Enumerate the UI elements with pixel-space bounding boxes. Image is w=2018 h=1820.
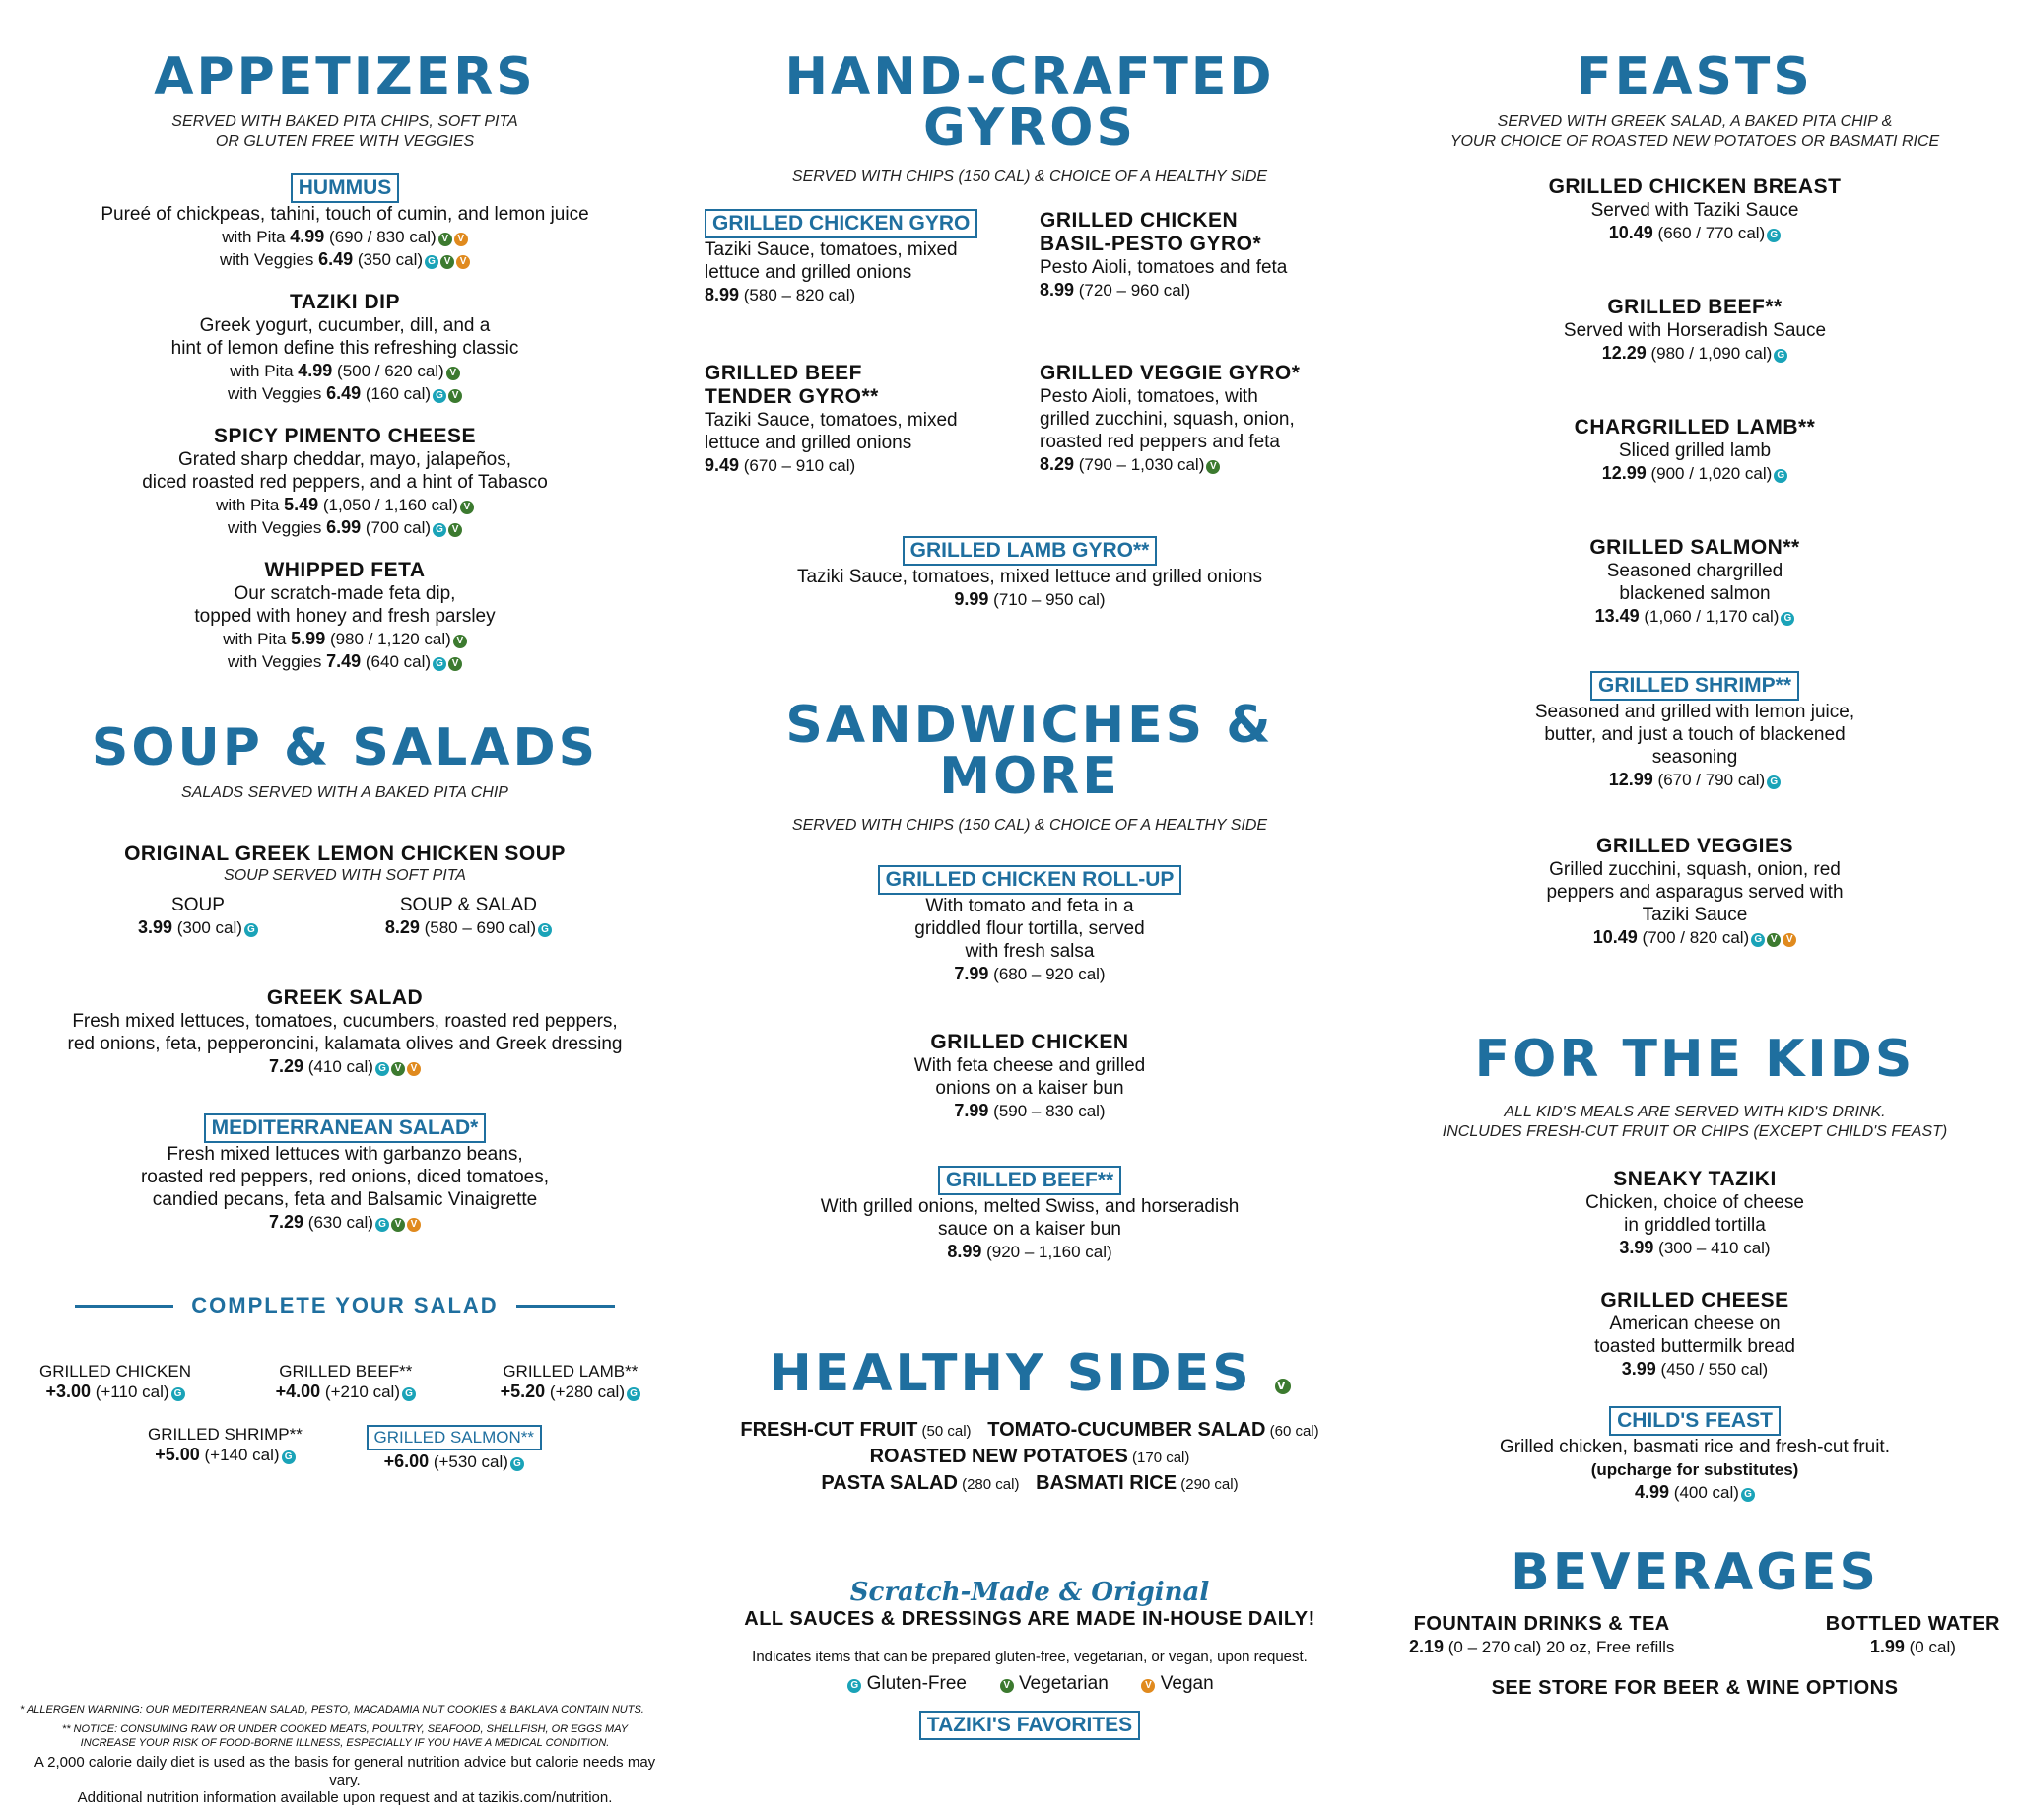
food-notice: ** NOTICE: CONSUMING RAW OR UNDER COOKED MEATS, POULTRY, SEAFOOD, SHELLFISH, OR EGGS MAY INCREASE YOUR RISK OF FOOD-BORNE ILLNESS, ESPECIALLY IF YOU HAVE A MEDICAL CONDITION.	[61, 1723, 629, 1749]
vegetarian-icon: V	[1275, 1379, 1291, 1394]
item-price-veggies: with Veggies 6.99 (700 cal) G V	[20, 516, 670, 539]
item-note: SOUP SERVED WITH SOFT PITA	[224, 867, 466, 884]
sauces-line: ALL SAUCES & DRESSINGS ARE MADE IN-HOUSE DAILY!	[744, 1608, 1315, 1630]
gluten-free-icon: G	[425, 255, 438, 269]
vegan-icon: V	[1783, 933, 1796, 947]
vegetarian-icon: V	[391, 1218, 405, 1232]
gluten-free-icon: G	[1781, 612, 1794, 626]
item-desc: topped with honey and fresh parsley	[194, 606, 496, 627]
feasts-column	[1389, 0, 2000, 1700]
gyros-title: HAND-CRAFTED GYROS	[784, 47, 1275, 158]
item-name: GRILLED LAMB GYRO**	[903, 536, 1158, 566]
menu-item-whipped-feta	[20, 559, 670, 673]
complete-your-salad-heading: COMPLETE YOUR SALAD	[20, 1293, 670, 1318]
item-desc: Grated sharp cheddar, mayo, jalapeños,	[178, 449, 511, 470]
beverage-water: BOTTLED WATER 1.99 (0 cal)	[1825, 1613, 2000, 1656]
vegetarian-icon: V	[448, 657, 462, 671]
item-price-veggies: with Veggies 6.49 (160 cal) G V	[20, 382, 670, 405]
item-name: TAZIKI DIP	[290, 291, 400, 313]
gluten-free-icon: G	[433, 523, 446, 537]
vegetarian-icon: V	[460, 501, 474, 514]
sandwiches-title: SANDWICHES & MORE	[785, 696, 1274, 806]
add-on-item: GRILLED SHRIMP** +5.00 (+140 cal) G	[148, 1425, 303, 1464]
add-on-row	[148, 1425, 542, 1473]
soup-options	[138, 894, 552, 939]
sandwiches-subtitle: SERVED WITH CHIPS (150 CAL) & CHOICE OF A HEALTHY SIDE	[791, 817, 1268, 834]
gluten-free-icon: G	[627, 1387, 640, 1401]
item-price-pita: with Pita 4.99 (690 / 830 cal) V V	[20, 226, 670, 248]
footer-notes	[20, 1703, 670, 1807]
menu-item-sneaky-taziki: SNEAKY TAZIKI Chicken, choice of cheese in griddled tortilla 3.99 (300 – 410 cal)	[1585, 1168, 1804, 1257]
add-on-item: GRILLED LAMB** +5.20 (+280 cal) G	[501, 1362, 640, 1403]
item-name: HUMMUS	[291, 173, 400, 203]
item-desc: hint of lemon define this refreshing classic	[170, 338, 519, 359]
item-name: GRILLED BEEF**	[938, 1166, 1121, 1195]
vegetarian-icon: V	[1767, 933, 1781, 947]
item-name: WHIPPED FETA	[264, 559, 426, 581]
add-on-row	[39, 1362, 640, 1403]
vegan-icon: V	[407, 1218, 421, 1232]
divider	[75, 1305, 173, 1308]
gluten-free-icon: G	[1767, 229, 1781, 242]
item-name: MEDITERRANEAN SALAD*	[204, 1113, 487, 1143]
menu-item-childs-feast: CHILD'S FEAST Grilled chicken, basmati rice and fresh-cut fruit. (upcharge for substitutes) 4.99 (400 cal) G	[1389, 1406, 2000, 1504]
healthy-sides-list: FRESH-CUT FRUIT (50 cal) TOMATO-CUCUMBER SALAD (60 cal) ROASTED NEW POTATOES (170 cal) PASTA SALAD (280 cal) BASMATI RICE (290 cal)	[740, 1419, 1319, 1494]
scratch-made-script: Scratch-Made & Original	[849, 1578, 1210, 1607]
healthy-sides-title: HEALTHY SIDES V	[695, 1348, 1365, 1399]
vegan-icon: V	[454, 233, 468, 246]
item-name: SPICY PIMENTO CHEESE	[214, 425, 476, 447]
soup-salads-subtitle: SALADS SERVED WITH A BAKED PITA CHIP	[181, 784, 508, 801]
allergen-warning: * ALLERGEN WARNING: OUR MEDITERRANEAN SALAD, PESTO, MACADAMIA NUT COOKIES & BAKLAVA CONTAIN NUTS.	[20, 1704, 644, 1716]
menu-item-lemon-soup	[20, 843, 670, 939]
beer-wine-note: SEE STORE FOR BEER & WINE OPTIONS	[1491, 1677, 1899, 1699]
item-desc: Our scratch-made feta dip,	[234, 583, 456, 604]
soup-option: SOUP 3.99 (300 cal) G	[138, 894, 258, 939]
menu-item-shrimp-feast: GRILLED SHRIMP** Seasoned and grilled with lemon juice, butter, and just a touch of blackened seasoning 12.99 (670 / 790 cal) G	[1389, 671, 2000, 791]
item-price-pita: with Pita 5.49 (1,050 / 1,160 cal) V	[20, 494, 670, 516]
gyros-subtitle: SERVED WITH CHIPS (150 CAL) & CHOICE OF A HEALTHY SIDE	[791, 169, 1268, 185]
menu-item-salmon-feast: GRILLED SALMON** Seasoned chargrilled blackened salmon 13.49 (1,060 / 1,170 cal) G	[1589, 536, 1800, 626]
gluten-free-icon: G	[1767, 775, 1781, 789]
vegetarian-icon: V	[1000, 1679, 1014, 1693]
beverage-fountain: FOUNTAIN DRINKS & TEA 2.19 (0 – 270 cal) 20 oz, Free refills	[1409, 1613, 1675, 1656]
vegetarian-icon: V	[438, 233, 452, 246]
item-name: GRILLED CHICKEN ROLL-UP	[878, 865, 1182, 895]
vegetarian-icon: V	[391, 1062, 405, 1076]
calorie-notice: A 2,000 calorie daily diet is used as the basis for general nutrition advice but calorie needs may vary. Additional nutrition information available upon request and at tazikis.com/nutrition.	[34, 1754, 656, 1806]
menu-item-chicken-gyro: GRILLED CHICKEN GYRO Taziki Sauce, tomatoes, mixed lettuce and grilled onions 8.99 (580 – 820 cal)	[705, 209, 1020, 306]
gluten-free-icon: G	[510, 1457, 524, 1471]
menu-item-chicken-breast-feast: GRILLED CHICKEN BREAST Served with Taziki Sauce 10.49 (660 / 770 cal) G	[1548, 175, 1842, 242]
menu-item-pimento-cheese	[20, 425, 670, 539]
menu-item-grilled-chicken-sandwich: GRILLED CHICKEN With feta cheese and grilled onions on a kaiser bun 7.99 (590 – 830 cal)	[913, 1031, 1146, 1120]
vegetarian-icon: V	[440, 255, 454, 269]
kids-title: FOR THE KIDS	[1474, 1030, 1916, 1089]
gluten-free-icon: G	[375, 1218, 389, 1232]
vegetarian-icon: V	[1206, 460, 1220, 474]
item-price-pita: with Pita 5.99 (980 / 1,120 cal) V	[20, 628, 670, 650]
vegan-icon: V	[456, 255, 470, 269]
menu-item-beef-feast: GRILLED BEEF** Served with Horseradish Sauce 12.29 (980 / 1,090 cal) G	[1563, 296, 1827, 363]
favorites-legend: TAZIKI'S FAVORITES	[695, 1711, 1365, 1740]
gyros-row	[695, 362, 1365, 477]
dietary-indicator-note: Indicates items that can be prepared gluten-free, vegetarian, or vegan, upon request.	[752, 1649, 1308, 1665]
gyros-row	[695, 209, 1365, 306]
menu-item-grilled-beef-sandwich: GRILLED BEEF** With grilled onions, melted Swiss, and horseradish sauce on a kaiser bun 8.99 (920 – 1,160 cal)	[695, 1166, 1365, 1263]
gluten-free-icon: G	[1774, 469, 1787, 483]
soup-salad-option: SOUP & SALAD 8.29 (580 – 690 cal) G	[385, 894, 552, 939]
menu-item-taziki-dip	[20, 291, 670, 405]
gluten-free-icon: G	[282, 1450, 296, 1464]
menu-item-veggie-gyro: GRILLED VEGGIE GYRO* Pesto Aioli, tomatoes, with grilled zucchini, squash, onion, roasted red peppers and feta 8.29 (790 – 1,030 cal) V	[1040, 362, 1301, 474]
gluten-free-icon: G	[171, 1387, 185, 1401]
vegetarian-icon: V	[448, 389, 462, 403]
feasts-subtitle: SERVED WITH GREEK SALAD, A BAKED PITA CHIP & YOUR CHOICE OF ROASTED NEW POTATOES OR BASMATI RICE	[1449, 113, 1940, 150]
feasts-title: FEASTS	[1577, 47, 1813, 106]
gyros-column	[695, 0, 1365, 1740]
gluten-free-icon: G	[1774, 349, 1787, 363]
vegan-icon: V	[407, 1062, 421, 1076]
kids-subtitle: ALL KID'S MEALS ARE SERVED WITH KID'S DRINK. INCLUDES FRESH-CUT FRUIT OR CHIPS (EXCEPT CHILD'S FEAST)	[1442, 1104, 1948, 1140]
menu-item-hummus	[20, 173, 670, 271]
appetizers-subtitle: SERVED WITH BAKED PITA CHIPS, SOFT PITA OR GLUTEN FREE WITH VEGGIES	[171, 113, 518, 150]
item-desc: Greek yogurt, cucumber, dill, and a	[199, 315, 491, 336]
item-price-veggies: with Veggies 7.49 (640 cal) G V	[20, 650, 670, 673]
menu-item-mediterranean-salad: MEDITERRANEAN SALAD* Fresh mixed lettuces with garbanzo beans, roasted red peppers, red onions, diced tomatoes, candied pecans, feta and Balsamic Vinaigrette 7.29 (630 cal) G V V	[20, 1113, 670, 1234]
dietary-legend: G Gluten-Free V Vegetarian V Vegan	[695, 1673, 1365, 1695]
item-price-pita: with Pita 4.99 (500 / 620 cal) V	[20, 360, 670, 382]
item-desc: Pureé of chickpeas, tahini, touch of cumin, and lemon juice	[101, 204, 589, 225]
gluten-free-icon: G	[244, 923, 258, 937]
menu-item-lamb-gyro: GRILLED LAMB GYRO** Taziki Sauce, tomatoes, mixed lettuce and grilled onions 9.99 (710 – 950 cal)	[695, 536, 1365, 611]
gluten-free-icon: G	[1741, 1488, 1755, 1502]
gluten-free-icon: G	[538, 923, 552, 937]
menu-item-lamb-feast: CHARGRILLED LAMB** Sliced grilled lamb 12.99 (900 / 1,020 cal) G	[1574, 416, 1816, 483]
item-name: GRILLED CHICKEN GYRO	[705, 209, 977, 238]
vegetarian-icon: V	[448, 523, 462, 537]
gluten-free-icon: G	[1751, 933, 1765, 947]
gluten-free-icon: G	[433, 389, 446, 403]
menu-item-greek-salad: GREEK SALAD Fresh mixed lettuces, tomatoes, cucumbers, roasted red peppers, red onions, feta, pepperoncini, kalamata olives and Greek dressing 7.29 (410 cal) G V V	[20, 986, 670, 1078]
divider	[516, 1305, 615, 1308]
menu-item-grilled-cheese: GRILLED CHEESE American cheese on toasted buttermilk bread 3.99 (450 / 550 cal)	[1594, 1289, 1795, 1379]
beverages-title: BEVERAGES	[1511, 1543, 1879, 1602]
vegan-icon: V	[1141, 1679, 1155, 1693]
gluten-free-icon: G	[433, 657, 446, 671]
gluten-free-icon: G	[847, 1679, 861, 1693]
menu-item-beef-gyro: GRILLED BEEF TENDER GYRO** Taziki Sauce, tomatoes, mixed lettuce and grilled onions 9.49 (670 – 910 cal)	[705, 362, 958, 475]
menu-item-chicken-roll-up: GRILLED CHICKEN ROLL-UP With tomato and feta in a griddled flour tortilla, served with fresh salsa 7.99 (680 – 920 cal)	[695, 865, 1365, 985]
menu-item-basil-pesto-gyro: GRILLED CHICKEN BASIL-PESTO GYRO* Pesto Aioli, tomatoes and feta 8.99 (720 – 960 cal)	[1040, 209, 1288, 300]
item-name: ORIGINAL GREEK LEMON CHICKEN SOUP	[124, 843, 566, 865]
item-name: GREEK SALAD	[266, 986, 424, 1009]
item-price-veggies: with Veggies 6.49 (350 cal) G V V	[20, 248, 670, 271]
add-on-item: GRILLED SALMON** +6.00 (+530 cal) G	[367, 1425, 543, 1473]
soup-salads-title: SOUP & SALADS	[91, 718, 599, 777]
gluten-free-icon: G	[402, 1387, 416, 1401]
item-desc: diced roasted red peppers, and a hint of Tabasco	[142, 472, 548, 493]
appetizers-title: APPETIZERS	[154, 47, 536, 106]
vegetarian-icon: V	[446, 367, 460, 380]
add-on-item: GRILLED BEEF** +4.00 (+210 cal) G	[276, 1362, 416, 1403]
menu-item-veggies-feast: GRILLED VEGGIES Grilled zucchini, squash, onion, red peppers and asparagus served with Taziki Sauce 10.49 (700 / 820 cal) G V V	[1546, 835, 1844, 947]
appetizers-column	[20, 0, 670, 1806]
beverages-row	[1389, 1612, 2000, 1658]
add-on-item: GRILLED CHICKEN +3.00 (+110 cal) G	[39, 1362, 191, 1401]
vegetarian-icon: V	[453, 635, 467, 648]
gluten-free-icon: G	[375, 1062, 389, 1076]
